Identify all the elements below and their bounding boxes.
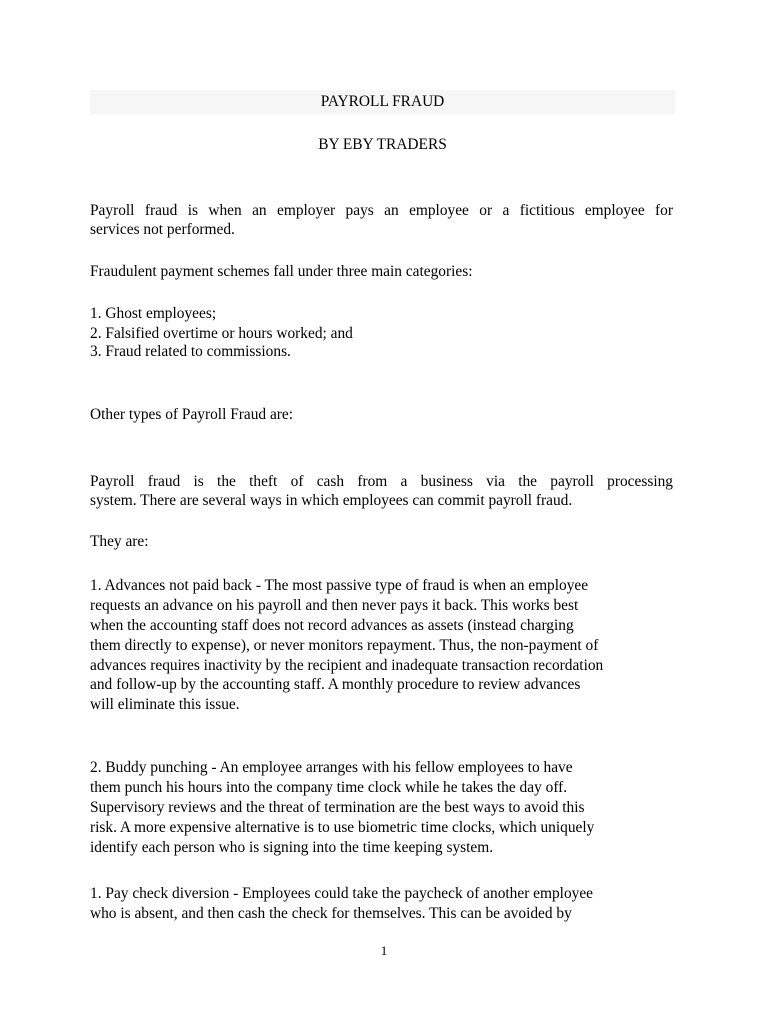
buddy-punching-line: identify each person who is signing into the time keeping system. [90,839,494,856]
they-are-label: They are: [90,533,149,550]
intro-line-1: Payroll fraud is when an employer pays an employee or a fictitious employee for [90,202,673,219]
advances-line: them directly to expense), or never monitors repayment. Thus, the non-payment of [90,637,599,654]
document-title: PAYROLL FRAUD [320,93,445,110]
categories-heading: Fraudulent payment schemes fall under three main categories: [90,263,473,280]
buddy-punching-line: 2. Buddy punching - An employee arranges with his fellow employees to have [90,759,573,776]
paycheck-diversion-line: 1. Pay check diversion - Employees could take the paycheck of another employee [90,885,594,902]
other-types-heading: Other types of Payroll Fraud are: [90,406,294,423]
buddy-punching-line: Supervisory reviews and the threat of termination are the best ways to avoid this [90,799,585,816]
category-item: 3. Fraud related to commissions. [90,343,291,360]
document-subtitle: BY EBY TRADERS [318,136,447,153]
category-item: 1. Ghost employees; [90,305,217,322]
advances-line: 1. Advances not paid back - The most passive type of fraud is when an employee [90,577,589,594]
paycheck-diversion-line: who is absent, and then cash the check for themselves. This can be avoided by [90,905,572,922]
page-number: 1 [380,943,388,958]
advances-line: requests an advance on his payroll and then never pays it back. This works best [90,597,579,614]
advances-line: and follow-up by the accounting staff. A monthly procedure to review advances [90,676,581,693]
intro-line-2: services not performed. [90,221,235,238]
definition-line-2: system. There are several ways in which employees can commit payroll fraud. [90,492,573,509]
advances-line: when the accounting staff does not record advances as assets (instead charging [90,617,574,634]
advances-line: advances requires inactivity by the recipient and inadequate transaction recordation [90,657,604,674]
buddy-punching-line: risk. A more expensive alternative is to use biometric time clocks, which uniquely [90,819,595,836]
buddy-punching-line: them punch his hours into the company time clock while he takes the day off. [90,779,568,796]
advances-line: will eliminate this issue. [90,696,240,713]
definition-line-1: Payroll fraud is the theft of cash from a business via the payroll processing [90,473,673,490]
category-item: 2. Falsified overtime or hours worked; and [90,325,353,342]
